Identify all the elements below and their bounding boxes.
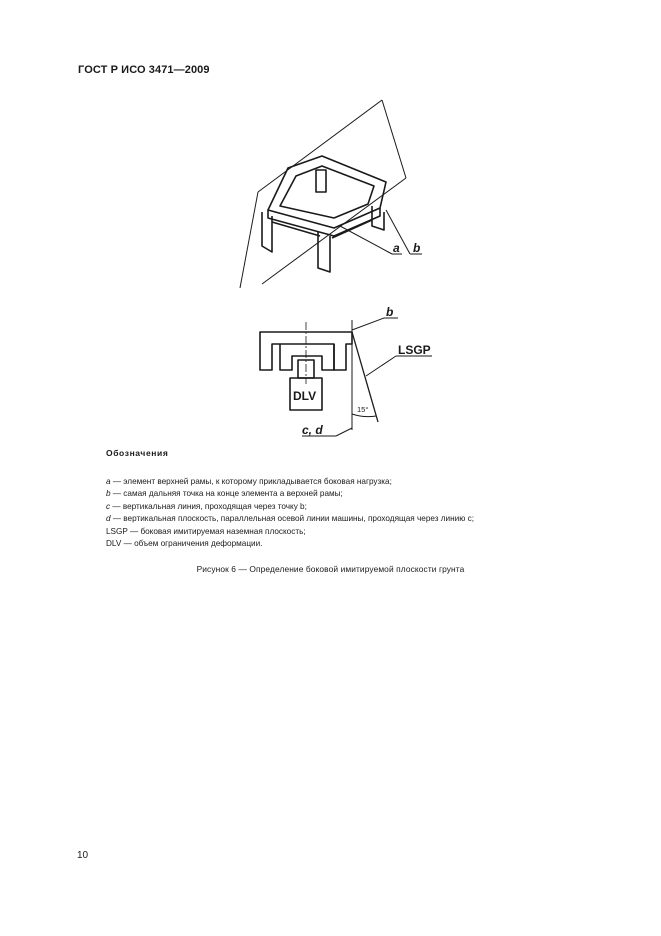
label-b-side: b (386, 305, 394, 319)
document-header: ГОСТ Р ИСО 3471—2009 (78, 64, 210, 76)
side-view-frame (260, 318, 432, 436)
legend-item (106, 538, 586, 550)
legend-symbol: a (106, 477, 111, 486)
legend-item (106, 488, 586, 500)
isometric-rops-frame (240, 100, 422, 288)
figure-caption (0, 564, 661, 574)
legend-item (106, 513, 586, 525)
legend-text: — вертикальная плоскость, параллельная осевой линии машины, проходящая через линию c; (110, 514, 475, 524)
legend-item (106, 526, 586, 538)
legend-text: — вертикальная линия, проходящая через точку b; (110, 501, 307, 511)
figure-6-drawing (0, 0, 661, 460)
page-number: 10 (77, 850, 89, 861)
label-a: a (393, 241, 400, 255)
legend-symbol: b (106, 489, 111, 499)
legend-symbol: d (106, 514, 111, 524)
label-dlv: DLV (293, 389, 317, 403)
legend-list (106, 476, 586, 550)
label-b-top: b (413, 241, 421, 255)
label-angle: 15° (357, 405, 369, 414)
legend-text: — элемент верхней рамы, к которому прикладывается боковая нагрузка; (110, 477, 392, 486)
legend-symbol: LSGP (106, 526, 128, 536)
legend-text: — объем ограничения деформации. (121, 539, 263, 549)
legend-title: Обозначения (106, 448, 169, 458)
legend-symbol: c (106, 501, 111, 511)
legend-text: — самая дальняя точка на конце элемента a верхней рамы; (110, 489, 343, 499)
legend-item (106, 501, 586, 513)
legend-text: — боковая имитируемая наземная плоскость; (127, 526, 306, 536)
label-cd: c, d (302, 423, 323, 437)
legend-symbol: DLV (106, 539, 122, 549)
label-lsgp: LSGP (398, 343, 431, 357)
legend-item (106, 476, 586, 488)
figure-title: — Определение боковой имитируемой плоскости грунта (238, 564, 465, 574)
figure-number: Рисунок 6 (196, 564, 237, 574)
